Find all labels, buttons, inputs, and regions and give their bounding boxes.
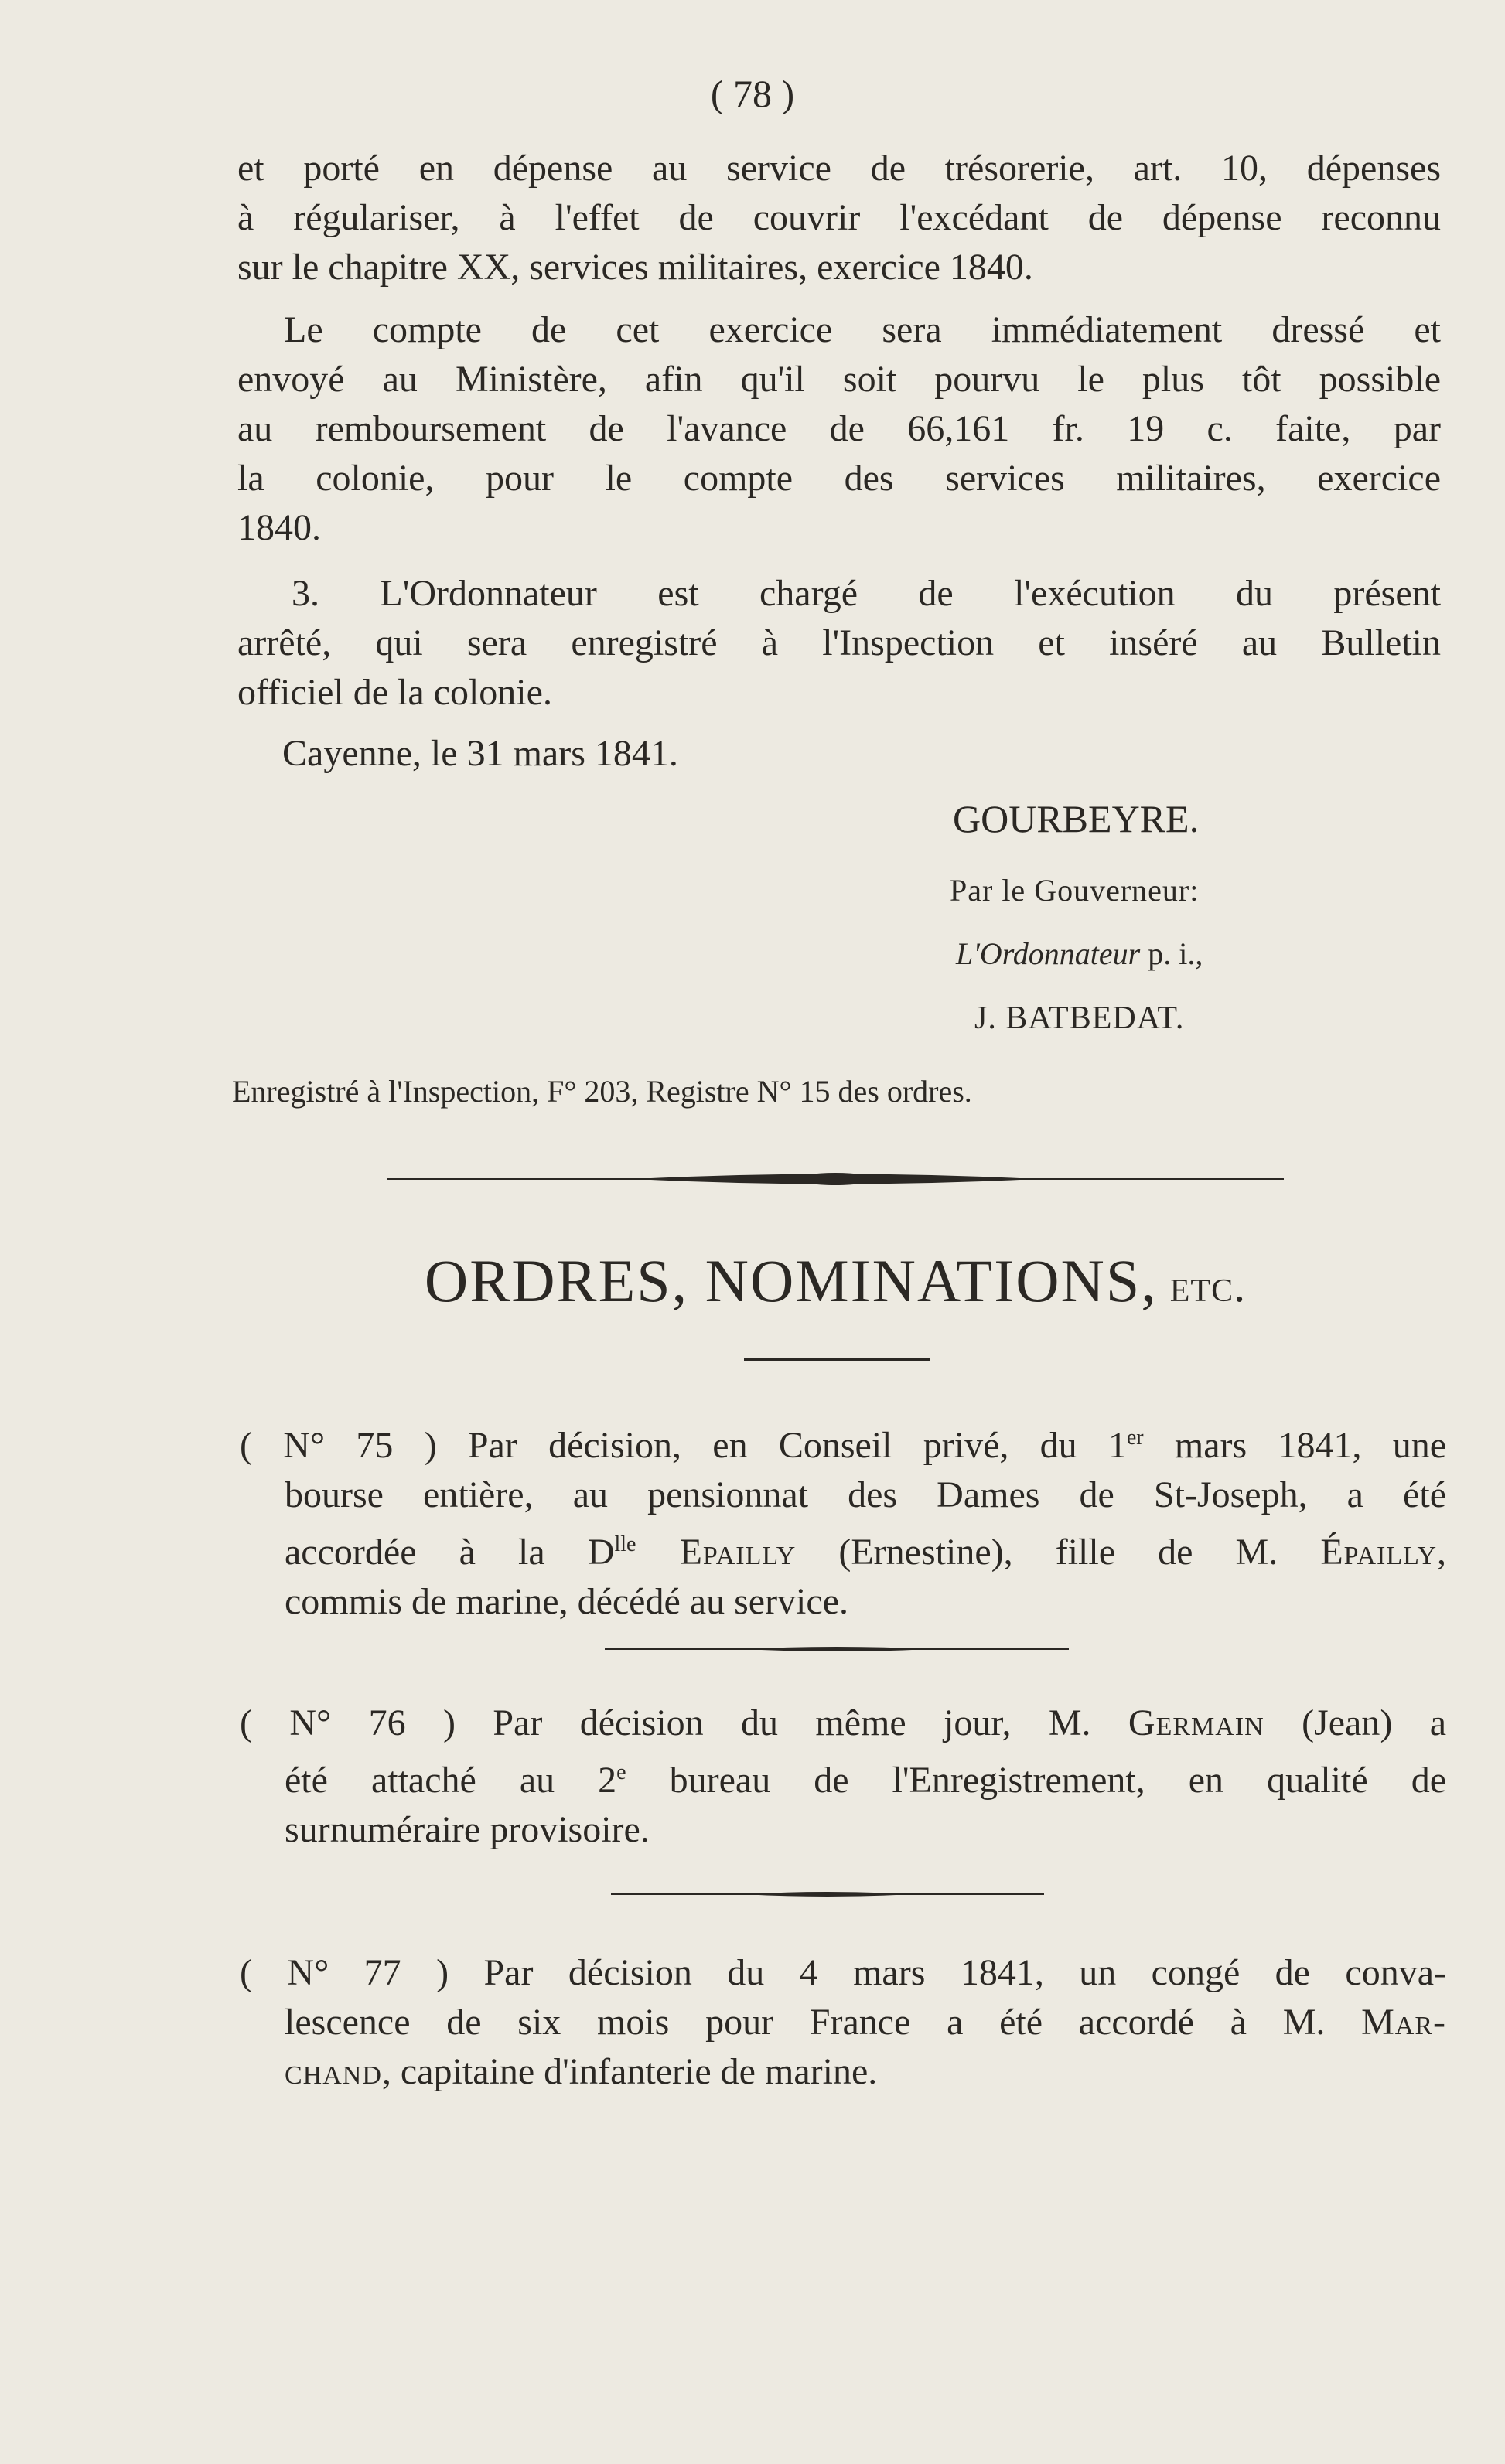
text-line: à régulariser, à l'effet de couvrir l'excédant de dépense reconnu: [237, 197, 1441, 238]
order-75: [240, 1413, 1446, 1627]
text-line: officiel de la colonie.: [237, 672, 552, 713]
text-line: ( N° 77 ) Par décision du 4 mars 1841, un congé de conva-: [240, 1952, 1446, 1993]
signature-ordonnateur: J. BATBEDAT.: [974, 1000, 1185, 1036]
ordonnateur-line: [956, 936, 1505, 972]
text-line: ( N° 75 ) Par décision, en Conseil privé, du 1er mars 1841, une: [240, 1425, 1446, 1466]
text-line: commis de marine, décédé au service.: [285, 1581, 848, 1622]
text-line: Le compte de cet exercice sera immédiatement dressé et: [284, 309, 1441, 350]
ordonnateur-suffix: p. i.,: [1140, 936, 1203, 971]
text-line: et porté en dépense au service de trésorerie, art. 10, dépenses: [237, 148, 1441, 189]
text-line: surnuméraire provisoire.: [285, 1809, 650, 1850]
par-le-gouverneur: Par le Gouverneur:: [950, 873, 1200, 908]
ornament-divider: [387, 1167, 1284, 1191]
text-line: chand, capitaine d'infanterie de marine.: [285, 2051, 878, 2092]
text-line: sur le chapitre XX, services militaires, exercice 1840.: [237, 247, 1033, 288]
text-line: été attaché au 2e bureau de l'Enregistrement, en qualité de: [285, 1760, 1446, 1801]
text-line: bourse entière, au pensionnat des Dames de St-Joseph, a été: [285, 1474, 1446, 1515]
ordonnateur-title: L'Ordonnateur: [956, 936, 1141, 971]
page-number: ( 78 ): [710, 72, 795, 115]
signature-governor: GOURBEYRE.: [953, 797, 1200, 840]
text-line: au remboursement de l'avance de 66,161 fr. 19 c. faite, par: [237, 408, 1441, 449]
text-line: lescence de six mois pour France a été accordé à M. Mar-: [285, 2002, 1446, 2043]
paragraph-article-3: [237, 569, 1441, 717]
paragraph-compte: [237, 305, 1441, 553]
divider-rule: [611, 1889, 1044, 1900]
registration-note: Enregistré à l'Inspection, F° 203, Registre N° 15 des ordres.: [232, 1074, 972, 1109]
date-line: Cayenne, le 31 mars 1841.: [282, 733, 678, 774]
text-line: la colonie, pour le compte des services militaires, exercice: [237, 458, 1441, 499]
text-line: 1840.: [237, 507, 321, 548]
title-underline: [744, 1358, 930, 1361]
section-title: ORDRES, NOMINATIONS, etc.: [424, 1247, 1247, 1314]
text-line: accordée à la $D^{lle}$ Epailly (Ernestine), fille de M. Épailly,: [285, 1532, 1447, 1573]
divider-rule: [605, 1644, 1069, 1655]
paragraph-continuation: [237, 144, 1441, 292]
text-line: arrêté, qui sera enregistré à l'Inspection et inséré au Bulletin: [237, 622, 1441, 663]
text-line: ( N° 76 ) Par décision du même jour, M. Germain (Jean) a: [240, 1702, 1447, 1743]
text-line: envoyé au Ministère, afin qu'il soit pourvu le plus tôt possible: [237, 359, 1441, 400]
text-line: 3. L'Ordonnateur est chargé de l'exécution du présent: [292, 573, 1441, 614]
order-76: [240, 1699, 1446, 1855]
order-77: [240, 1948, 1446, 2097]
